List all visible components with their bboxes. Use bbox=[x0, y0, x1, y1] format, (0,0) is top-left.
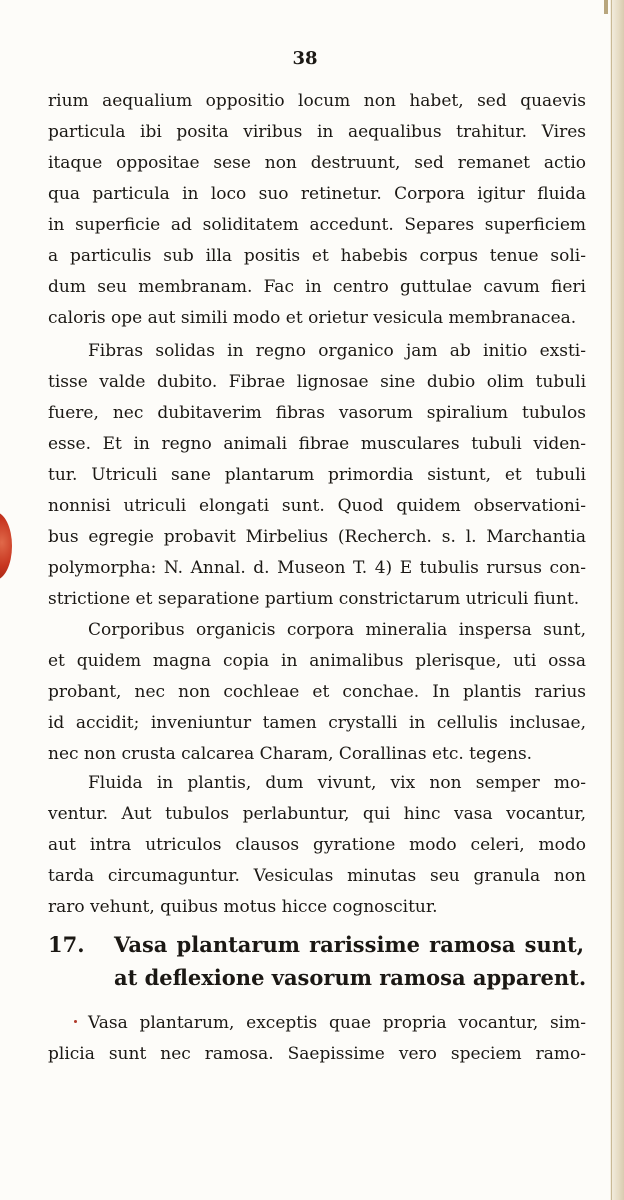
section-heading-line-1 bbox=[48, 928, 586, 961]
page-number: 38 bbox=[292, 48, 318, 69]
text-line: Corporibus organicis corpora mineralia inspersa sunt, bbox=[88, 620, 586, 640]
text-line: bus egregie probavit Mirbelius (Recherch. s. l. Marchantia bbox=[48, 527, 586, 547]
text-line: qua particula in loco suo retinetur. Corpora igitur fluida bbox=[48, 184, 586, 204]
section-title-line-1: Vasa plantarum rarissime ramosa sunt, bbox=[114, 932, 584, 957]
text-line: particula ibi posita viribus in aequalibus trahitur. Vires bbox=[48, 122, 586, 142]
page-edge-line bbox=[611, 0, 612, 1200]
text-line: id accidit; inveniuntur tamen crystalli in cellulis inclusae, bbox=[48, 713, 586, 733]
text-line: itaque oppositae sese non destruunt, sed remanet actio bbox=[48, 153, 586, 173]
text-line: fuere, nec dubitaverim fibras vasorum spiralium tubulos bbox=[48, 403, 586, 423]
paragraph-5 bbox=[48, 1008, 586, 1070]
text-line: Fibras solidas in regno organico jam ab initio exsti- bbox=[88, 341, 586, 361]
text-line: strictione et separatione partium constrictarum utriculi fiunt. bbox=[48, 589, 580, 609]
text-line: Vasa plantarum, exceptis quae propria vocantur, sim- bbox=[88, 1013, 586, 1033]
text-line: tarda circumaguntur. Vesiculas minutas seu granula non bbox=[48, 866, 586, 886]
text-line: a particulis sub illa positis et habebis corpus tenue soli- bbox=[48, 246, 586, 266]
text-line: aut intra utriculos clausos gyratione modo celeri, modo bbox=[48, 835, 586, 855]
text-line: rium aequalium oppositio locum non habet, sed quaevis bbox=[48, 91, 586, 111]
section-number: 17. bbox=[48, 932, 85, 957]
text-line: et quidem magna copia in animalibus plerisque, uti ossa bbox=[48, 651, 586, 671]
page-edge-mark bbox=[604, 0, 608, 14]
text-line: raro vehunt, quibus motus hicce cognoscitur. bbox=[48, 897, 438, 917]
section-heading bbox=[48, 928, 586, 994]
page-edge-shade bbox=[610, 0, 624, 1200]
red-bookmark-tab bbox=[0, 512, 12, 580]
paragraph-3 bbox=[48, 615, 586, 770]
text-line: plicia sunt nec ramosa. Saepissime vero speciem ramo- bbox=[48, 1044, 586, 1064]
paragraph-2 bbox=[48, 336, 586, 615]
text-line: nec non crusta calcarea Charam, Corallinas etc. tegens. bbox=[48, 744, 533, 764]
text-line: tur. Utriculi sane plantarum primordia sistunt, et tubuli bbox=[48, 465, 586, 485]
text-line: in superficie ad soliditatem accedunt. Separes superficiem bbox=[48, 215, 586, 235]
text-line: polymorpha: N. Annal. d. Museon T. 4) E tubulis rursus con- bbox=[48, 558, 586, 578]
text-line: Fluida in plantis, dum vivunt, vix non semper mo- bbox=[88, 773, 586, 793]
text-line: ventur. Aut tubulos perlabuntur, qui hinc vasa vocantur, bbox=[48, 804, 586, 824]
text-line: caloris ope aut simili modo et orietur vesicula membranacea. bbox=[48, 308, 577, 328]
paragraph-1 bbox=[48, 86, 586, 334]
text-line: esse. Et in regno animali fibrae musculares tubuli viden- bbox=[48, 434, 586, 454]
text-line: dum seu membranam. Fac in centro guttulae cavum fieri bbox=[48, 277, 586, 297]
section-title-line-2: at deflexione vasorum ramosa apparent. bbox=[114, 965, 587, 990]
paragraph-4 bbox=[48, 768, 586, 923]
text-line: tisse valde dubito. Fibrae lignosae sine dubio olim tubuli bbox=[48, 372, 586, 392]
text-line: nonnisi utriculi elongati sunt. Quod quidem observationi- bbox=[48, 496, 586, 516]
text-line: probant, nec non cochleae et conchae. In plantis rarius bbox=[48, 682, 586, 702]
